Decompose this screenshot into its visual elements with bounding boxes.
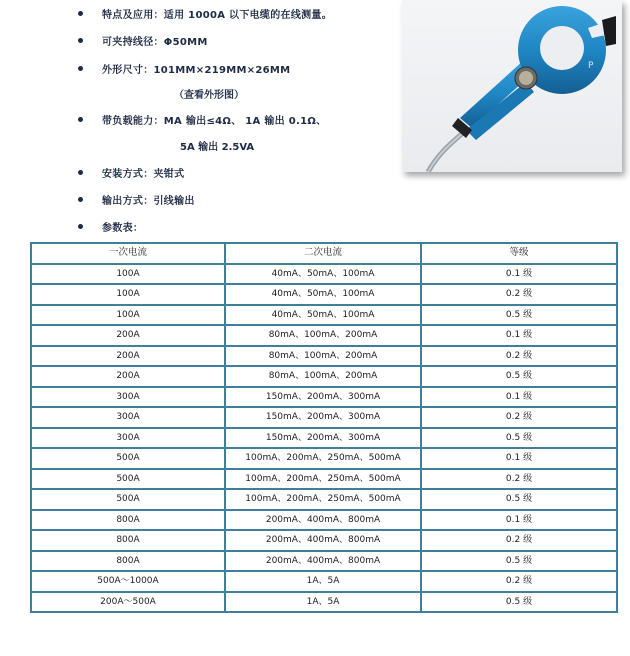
table-row <box>31 366 617 387</box>
cell-primary-current: 800A <box>31 530 225 551</box>
cell-accuracy-class: 0.5 级 <box>421 428 617 449</box>
cell-primary-current: 200A <box>31 366 225 387</box>
bullet-icon <box>78 170 83 175</box>
cell-primary-current: 500A <box>31 489 225 510</box>
header-primary-current: 一次电流 <box>31 243 225 264</box>
table-row <box>31 407 617 428</box>
table-row <box>31 305 617 326</box>
cell-primary-current: 200A <box>31 346 225 367</box>
table-row <box>31 489 617 510</box>
cell-primary-current: 300A <box>31 407 225 428</box>
cell-accuracy-class: 0.1 级 <box>421 387 617 408</box>
photo-marking: P <box>588 61 594 71</box>
product-photo <box>402 0 622 172</box>
cell-secondary-current: 1A、5A <box>225 592 421 613</box>
cell-primary-current: 800A <box>31 551 225 572</box>
cell-secondary-current: 40mA、50mA、100mA <box>225 305 421 326</box>
cell-accuracy-class: 0.2 级 <box>421 530 617 551</box>
bullet-icon <box>78 197 83 202</box>
table-row <box>31 571 617 592</box>
table-row <box>31 469 617 490</box>
cell-secondary-current: 150mA、200mA、300mA <box>225 387 421 408</box>
cell-secondary-current: 40mA、50mA、100mA <box>225 264 421 285</box>
table-row <box>31 387 617 408</box>
cell-secondary-current: 200mA、400mA、800mA <box>225 551 421 572</box>
cell-primary-current: 100A <box>31 305 225 326</box>
cell-primary-current: 500A～1000A <box>31 571 225 592</box>
table-row <box>31 510 617 531</box>
cell-secondary-current: 200mA、400mA、800mA <box>225 510 421 531</box>
cell-secondary-current: 80mA、100mA、200mA <box>225 346 421 367</box>
cell-accuracy-class: 0.2 级 <box>421 284 617 305</box>
cell-accuracy-class: 0.2 级 <box>421 469 617 490</box>
table-row <box>31 325 617 346</box>
cell-secondary-current: 150mA、200mA、300mA <box>225 407 421 428</box>
cell-accuracy-class: 0.5 级 <box>421 305 617 326</box>
bullet-icon <box>78 224 83 229</box>
cell-accuracy-class: 0.1 级 <box>421 448 617 469</box>
cell-accuracy-class: 0.2 级 <box>421 571 617 592</box>
cell-primary-current: 300A <box>31 387 225 408</box>
cell-secondary-current: 100mA、200mA、250mA、500mA <box>225 469 421 490</box>
cell-primary-current: 800A <box>31 510 225 531</box>
cell-primary-current: 300A <box>31 428 225 449</box>
cell-accuracy-class: 0.1 级 <box>421 264 617 285</box>
cell-accuracy-class: 0.1 级 <box>421 510 617 531</box>
cell-secondary-current: 100mA、200mA、250mA、500mA <box>225 489 421 510</box>
clamp-current-transformer-icon <box>402 0 622 172</box>
cell-primary-current: 500A <box>31 469 225 490</box>
cell-primary-current: 200A～500A <box>31 592 225 613</box>
header-secondary-current: 二次电流 <box>225 243 421 264</box>
header-accuracy-class: 等级 <box>421 243 617 264</box>
load-5a-text: 5A 输出 2.5VA <box>180 142 255 153</box>
table-row <box>31 530 617 551</box>
cell-secondary-current: 100mA、200mA、250mA、500mA <box>225 448 421 469</box>
parameter-table <box>30 242 618 613</box>
cell-accuracy-class: 0.5 级 <box>421 489 617 510</box>
cell-secondary-current: 80mA、100mA、200mA <box>225 325 421 346</box>
bullet-icon <box>78 117 83 122</box>
table-row <box>31 346 617 367</box>
cell-secondary-current: 1A、5A <box>225 571 421 592</box>
cell-primary-current: 100A <box>31 284 225 305</box>
cell-secondary-current: 150mA、200mA、300mA <box>225 428 421 449</box>
table-row <box>31 448 617 469</box>
cell-accuracy-class: 0.5 级 <box>421 592 617 613</box>
cell-secondary-current: 80mA、100mA、200mA <box>225 366 421 387</box>
cell-secondary-current: 40mA、50mA、100mA <box>225 284 421 305</box>
table-row <box>31 264 617 285</box>
cell-secondary-current: 200mA、400mA、800mA <box>225 530 421 551</box>
cell-primary-current: 100A <box>31 264 225 285</box>
cell-accuracy-class: 0.5 级 <box>421 551 617 572</box>
table-header-row <box>31 243 617 264</box>
bullet-icon <box>78 38 83 43</box>
table-row <box>31 551 617 572</box>
bullet-icon <box>78 11 83 16</box>
cell-accuracy-class: 0.2 级 <box>421 407 617 428</box>
view-drawing-link[interactable]: （查看外形图） <box>174 90 244 101</box>
table-row <box>31 592 617 613</box>
cell-accuracy-class: 0.2 级 <box>421 346 617 367</box>
table-body <box>31 264 617 613</box>
cell-primary-current: 500A <box>31 448 225 469</box>
cell-accuracy-class: 0.5 级 <box>421 366 617 387</box>
table-row <box>31 284 617 305</box>
bullet-icon <box>78 66 83 71</box>
cell-primary-current: 200A <box>31 325 225 346</box>
table-row <box>31 428 617 449</box>
cell-accuracy-class: 0.1 级 <box>421 325 617 346</box>
